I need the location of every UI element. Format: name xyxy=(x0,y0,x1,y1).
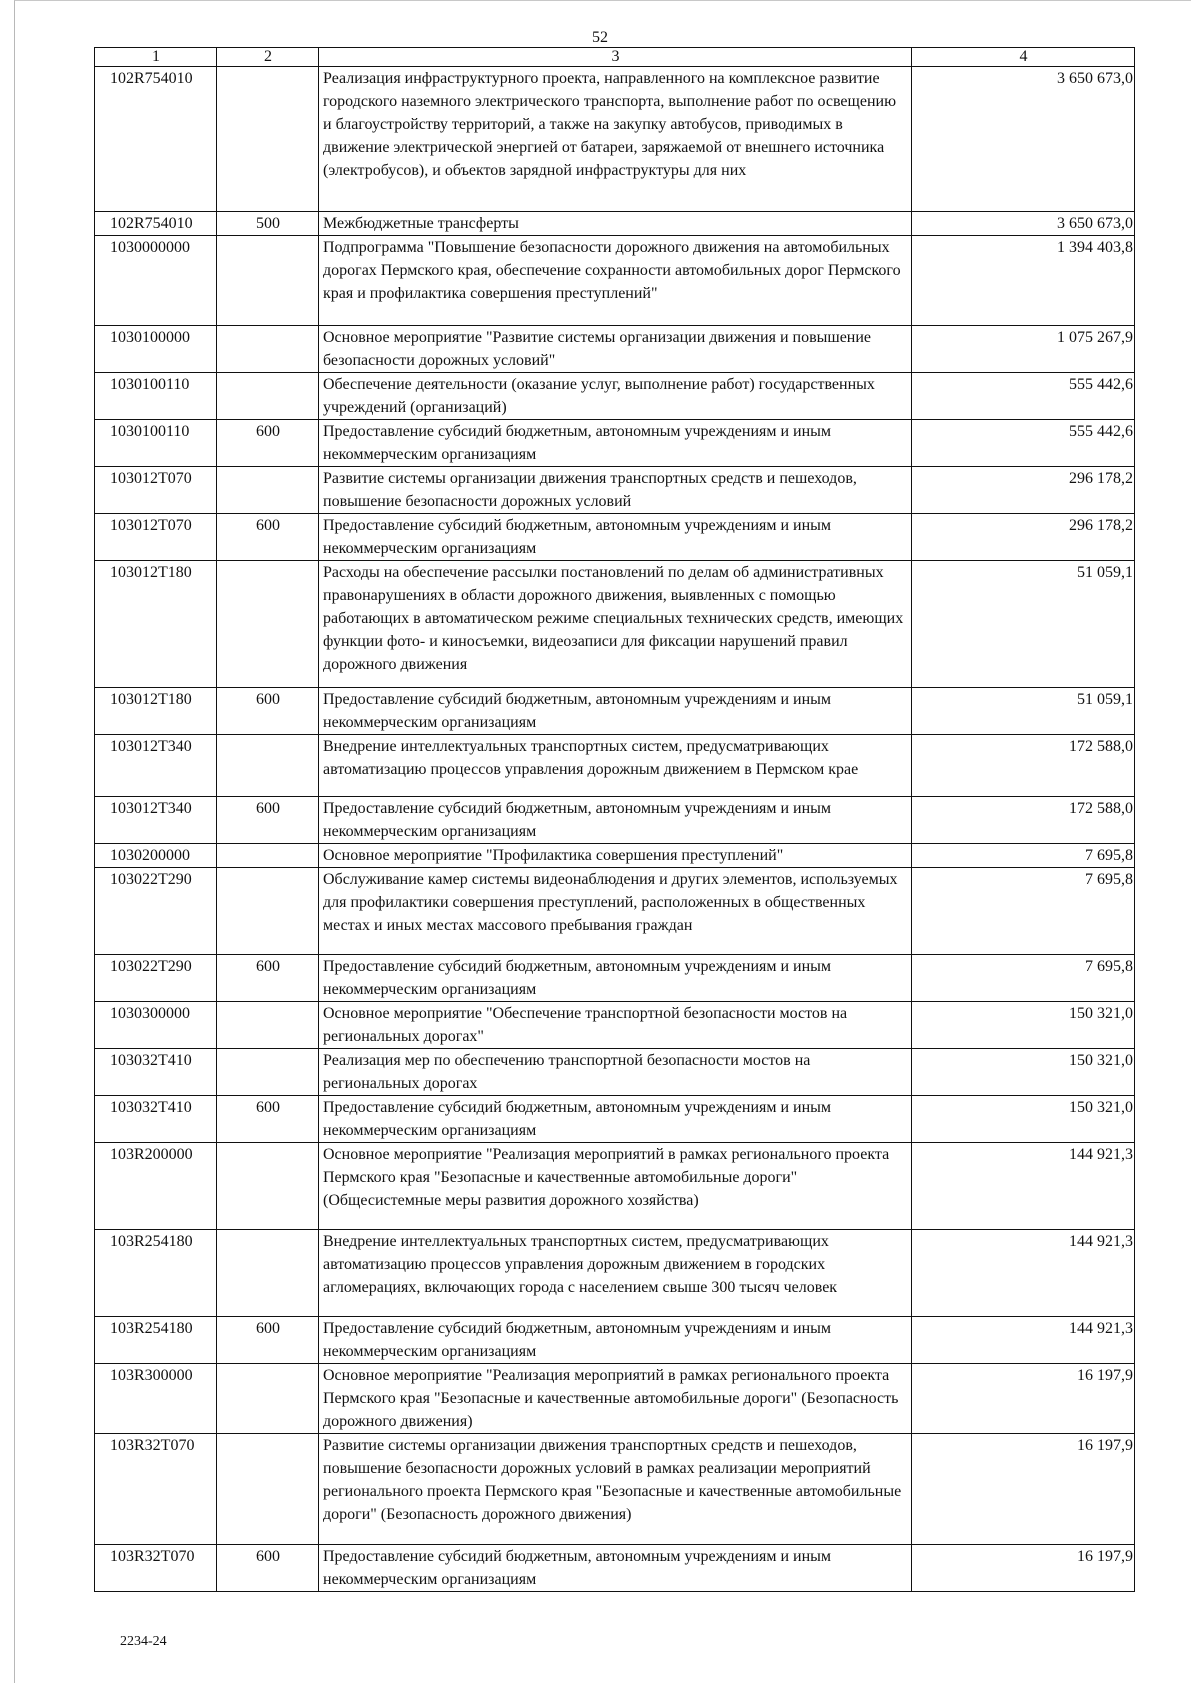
budget-table xyxy=(94,47,1135,1592)
row-name: Реализация мер по обеспечению транспортной безопасности мостов на региональных дорогах xyxy=(319,1049,912,1096)
row-code: 103012Т340 xyxy=(95,797,217,844)
row-expense-type xyxy=(217,844,319,868)
row-code: 103032Т410 xyxy=(95,1096,217,1143)
table-row xyxy=(95,1002,1135,1049)
row-amount: 1 394 403,8 xyxy=(912,236,1135,326)
row-expense-type xyxy=(217,1364,319,1434)
row-name: Основное мероприятие "Развитие системы организации движения и повышение безопасности дорожных условий" xyxy=(319,326,912,373)
row-code: 1030100110 xyxy=(95,373,217,420)
row-name: Внедрение интеллектуальных транспортных систем, предусматривающих автоматизацию процессов управления дорожным движением в городских агломерациях, включающих города с населением свыше 300 тысяч человек xyxy=(319,1230,912,1317)
table-row xyxy=(95,1317,1135,1364)
row-amount: 16 197,9 xyxy=(912,1545,1135,1592)
table-row xyxy=(95,561,1135,688)
header-col-1: 1 xyxy=(95,48,217,67)
row-expense-type: 600 xyxy=(217,1545,319,1592)
row-name: Межбюджетные трансферты xyxy=(319,212,912,236)
row-amount: 16 197,9 xyxy=(912,1434,1135,1545)
row-name: Предоставление субсидий бюджетным, автономным учреждениям и иным некоммерческим организациям xyxy=(319,1545,912,1592)
row-code: 1030000000 xyxy=(95,236,217,326)
row-code: 103032Т410 xyxy=(95,1049,217,1096)
row-expense-type xyxy=(217,467,319,514)
row-expense-type xyxy=(217,561,319,688)
row-name: Предоставление субсидий бюджетным, автономным учреждениям и иным некоммерческим организациям xyxy=(319,420,912,467)
row-name: Развитие системы организации движения транспортных средств и пешеходов, повышение безопасности дорожных условий в рамках реализации мероприятий регионального проекта Пермского края "Безопасные и качественные автомобильные дороги" (Безопасность дорожного движения) xyxy=(319,1434,912,1545)
row-code: 103012Т340 xyxy=(95,735,217,797)
row-name: Основное мероприятие "Реализация мероприятий в рамках регионального проекта Пермского края "Безопасные и качественные автомобильные дороги" (Безопасность дорожного движения) xyxy=(319,1364,912,1434)
table-row xyxy=(95,868,1135,955)
row-name: Основное мероприятие "Профилактика совершения преступлений" xyxy=(319,844,912,868)
row-name: Развитие системы организации движения транспортных средств и пешеходов, повышение безопасности дорожных условий xyxy=(319,467,912,514)
row-amount: 16 197,9 xyxy=(912,1364,1135,1434)
table-row xyxy=(95,514,1135,561)
table-row xyxy=(95,1545,1135,1592)
header-row xyxy=(95,48,1135,67)
row-expense-type: 600 xyxy=(217,955,319,1002)
row-name: Предоставление субсидий бюджетным, автономным учреждениям и иным некоммерческим организациям xyxy=(319,955,912,1002)
row-amount: 150 321,0 xyxy=(912,1096,1135,1143)
table-row xyxy=(95,1143,1135,1230)
header-col-2: 2 xyxy=(217,48,319,67)
row-amount: 7 695,8 xyxy=(912,868,1135,955)
row-code: 1030200000 xyxy=(95,844,217,868)
row-code: 1030100000 xyxy=(95,326,217,373)
row-name: Основное мероприятие "Реализация мероприятий в рамках регионального проекта Пермского края "Безопасные и качественные автомобильные дороги" (Общесистемные меры развития дорожного хозяйства) xyxy=(319,1143,912,1230)
document-code: 2234-24 xyxy=(120,1634,167,1649)
row-amount: 172 588,0 xyxy=(912,797,1135,844)
row-code: 103022Т290 xyxy=(95,868,217,955)
row-expense-type xyxy=(217,1434,319,1545)
row-amount: 296 178,2 xyxy=(912,514,1135,561)
row-amount: 144 921,3 xyxy=(912,1143,1135,1230)
row-name: Предоставление субсидий бюджетным, автономным учреждениям и иным некоммерческим организациям xyxy=(319,1317,912,1364)
row-name: Реализация инфраструктурного проекта, направленного на комплексное развитие городского наземного электрического транспорта, выполнение работ по освещению и благоустройству территорий, а также на закупку автобусов, приводимых в движение электрической энергией от батареи, заряжаемой от внешнего источника (электробусов), и объектов зарядной инфраструктуры для них xyxy=(319,67,912,212)
row-amount: 3 650 673,0 xyxy=(912,212,1135,236)
row-code: 1030300000 xyxy=(95,1002,217,1049)
row-name: Обеспечение деятельности (оказание услуг, выполнение работ) государственных учреждений (организаций) xyxy=(319,373,912,420)
header-col-3: 3 xyxy=(319,48,912,67)
row-expense-type: 600 xyxy=(217,797,319,844)
row-amount: 172 588,0 xyxy=(912,735,1135,797)
row-code: 103R32Т070 xyxy=(95,1545,217,1592)
table-row xyxy=(95,1434,1135,1545)
table-row xyxy=(95,797,1135,844)
row-amount: 150 321,0 xyxy=(912,1002,1135,1049)
table-row xyxy=(95,844,1135,868)
row-expense-type: 600 xyxy=(217,688,319,735)
row-expense-type: 600 xyxy=(217,1096,319,1143)
row-amount: 51 059,1 xyxy=(912,688,1135,735)
row-code: 103R254180 xyxy=(95,1230,217,1317)
row-code: 102R754010 xyxy=(95,67,217,212)
page-number: 52 xyxy=(592,29,608,46)
row-name: Обслуживание камер системы видеонаблюдения и других элементов, используемых для профилактики совершения преступлений, расположенных в общественных местах и иных местах массового пребывания граждан xyxy=(319,868,912,955)
table-row xyxy=(95,467,1135,514)
row-amount: 1 075 267,9 xyxy=(912,326,1135,373)
row-expense-type xyxy=(217,868,319,955)
row-expense-type xyxy=(217,1230,319,1317)
row-code: 103012Т070 xyxy=(95,514,217,561)
table-row xyxy=(95,420,1135,467)
row-expense-type xyxy=(217,67,319,212)
row-amount: 144 921,3 xyxy=(912,1230,1135,1317)
row-amount: 51 059,1 xyxy=(912,561,1135,688)
row-expense-type xyxy=(217,236,319,326)
row-expense-type xyxy=(217,1143,319,1230)
row-amount: 150 321,0 xyxy=(912,1049,1135,1096)
row-expense-type xyxy=(217,1049,319,1096)
table-row xyxy=(95,1049,1135,1096)
row-amount: 555 442,6 xyxy=(912,373,1135,420)
row-code: 103012Т180 xyxy=(95,561,217,688)
row-code: 103012Т070 xyxy=(95,467,217,514)
row-code: 103R300000 xyxy=(95,1364,217,1434)
row-code: 103R32Т070 xyxy=(95,1434,217,1545)
row-amount: 3 650 673,0 xyxy=(912,67,1135,212)
table-row xyxy=(95,955,1135,1002)
row-code: 103R200000 xyxy=(95,1143,217,1230)
table-row xyxy=(95,236,1135,326)
row-code: 102R754010 xyxy=(95,212,217,236)
table-row xyxy=(95,1230,1135,1317)
row-amount: 7 695,8 xyxy=(912,955,1135,1002)
row-expense-type xyxy=(217,735,319,797)
row-expense-type: 500 xyxy=(217,212,319,236)
row-expense-type: 600 xyxy=(217,420,319,467)
row-code: 103R254180 xyxy=(95,1317,217,1364)
table-header xyxy=(95,48,1135,67)
row-amount: 7 695,8 xyxy=(912,844,1135,868)
row-expense-type: 600 xyxy=(217,1317,319,1364)
table-row xyxy=(95,1364,1135,1434)
row-code: 103022Т290 xyxy=(95,955,217,1002)
table-row xyxy=(95,373,1135,420)
table-row xyxy=(95,212,1135,236)
header-col-4: 4 xyxy=(912,48,1135,67)
row-amount: 296 178,2 xyxy=(912,467,1135,514)
table-row xyxy=(95,1096,1135,1143)
row-name: Предоставление субсидий бюджетным, автономным учреждениям и иным некоммерческим организациям xyxy=(319,688,912,735)
row-name: Внедрение интеллектуальных транспортных систем, предусматривающих автоматизацию процессов управления дорожным движением в Пермском крае xyxy=(319,735,912,797)
row-expense-type xyxy=(217,373,319,420)
table-row xyxy=(95,326,1135,373)
row-code: 1030100110 xyxy=(95,420,217,467)
table-row xyxy=(95,67,1135,212)
row-expense-type: 600 xyxy=(217,514,319,561)
table-row xyxy=(95,735,1135,797)
row-name: Предоставление субсидий бюджетным, автономным учреждениям и иным некоммерческим организациям xyxy=(319,797,912,844)
row-name: Подпрограмма "Повышение безопасности дорожного движения на автомобильных дорогах Пермского края, обеспечение сохранности автомобильных дорог Пермского края и профилактика совершения преступлений" xyxy=(319,236,912,326)
row-expense-type xyxy=(217,326,319,373)
table-row xyxy=(95,688,1135,735)
table-body xyxy=(95,67,1135,1592)
row-name: Предоставление субсидий бюджетным, автономным учреждениям и иным некоммерческим организациям xyxy=(319,514,912,561)
row-code: 103012Т180 xyxy=(95,688,217,735)
row-name: Расходы на обеспечение рассылки постановлений по делам об административных правонарушениях в области дорожного движения, выявленных с помощью работающих в автоматическом режиме специальных технических средств, имеющих функции фото- и киносъемки, видеозаписи для фиксации нарушений правил дорожного движения xyxy=(319,561,912,688)
row-name: Предоставление субсидий бюджетным, автономным учреждениям и иным некоммерческим организациям xyxy=(319,1096,912,1143)
row-amount: 144 921,3 xyxy=(912,1317,1135,1364)
row-expense-type xyxy=(217,1002,319,1049)
row-name: Основное мероприятие "Обеспечение транспортной безопасности мостов на региональных дорогах" xyxy=(319,1002,912,1049)
row-amount: 555 442,6 xyxy=(912,420,1135,467)
